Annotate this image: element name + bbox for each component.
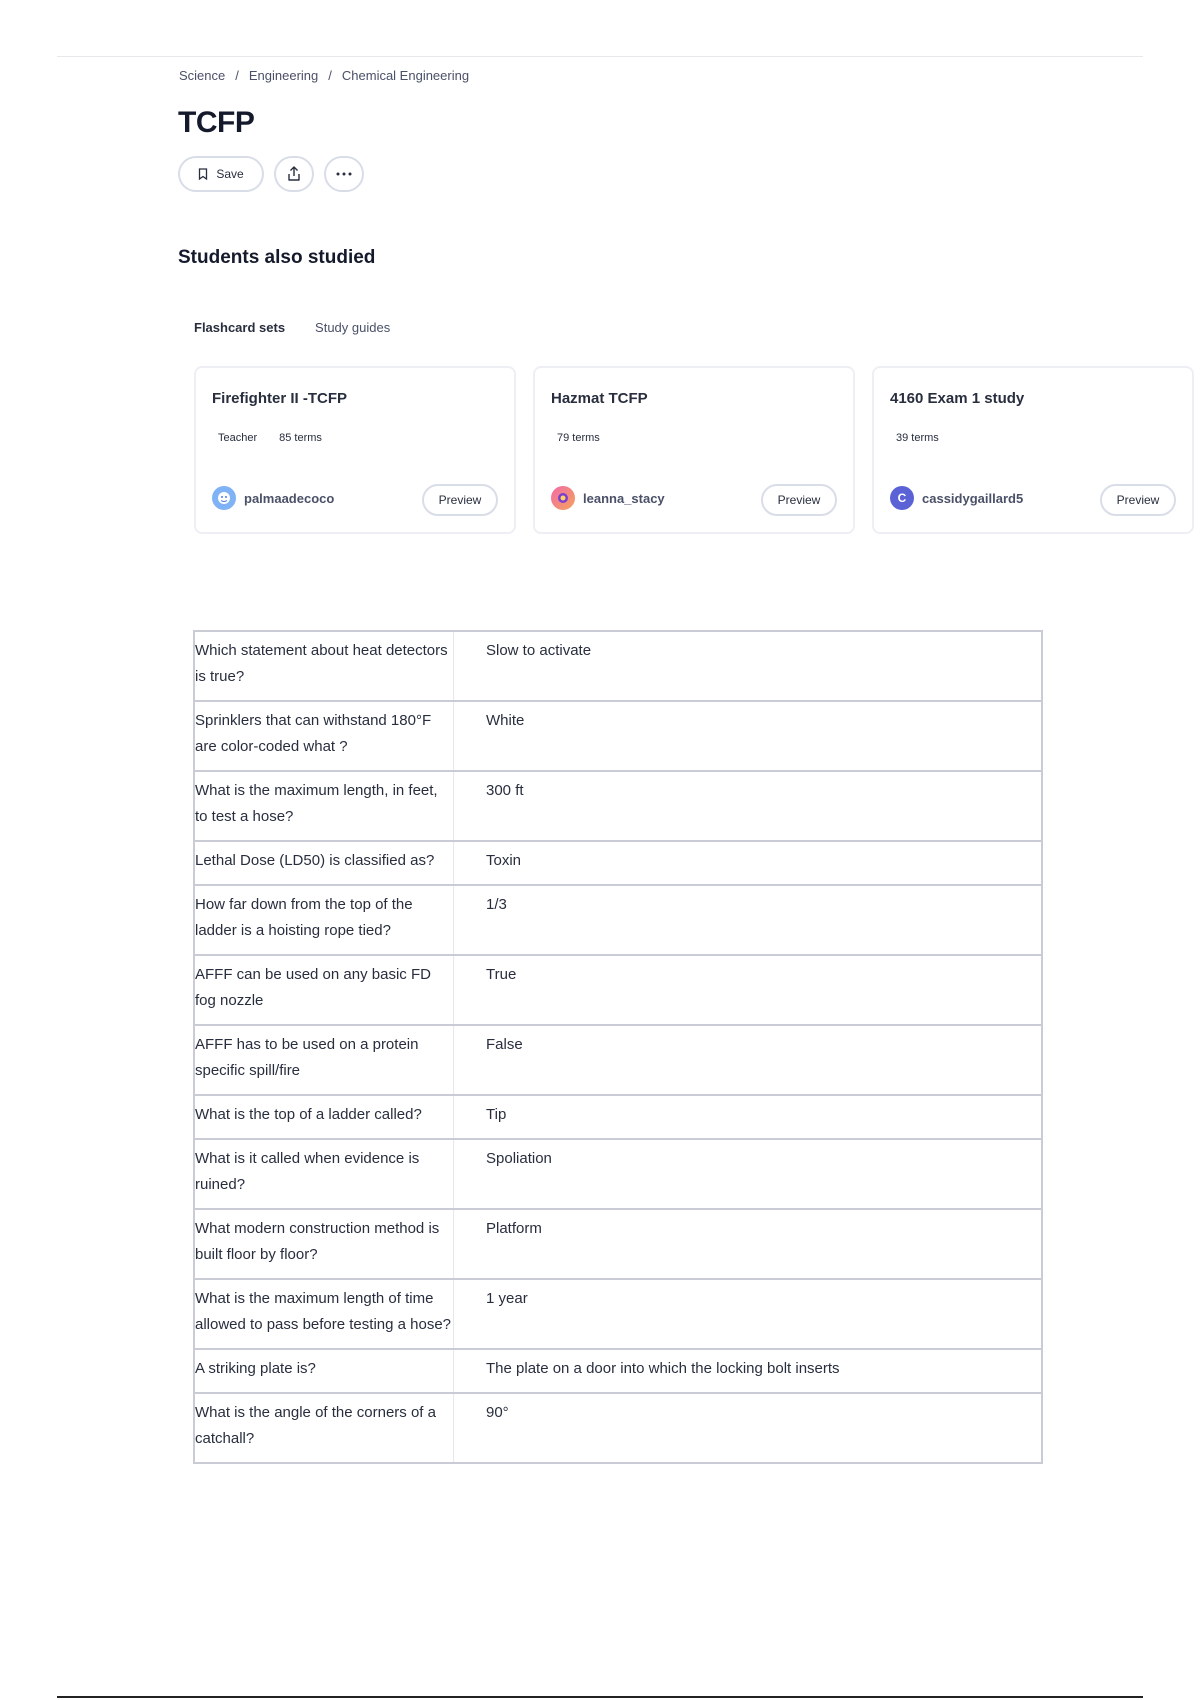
tab-flashcard-sets[interactable]: Flashcard sets	[194, 320, 286, 335]
breadcrumb-item-science[interactable]: Science	[179, 68, 226, 83]
tab-study-guides[interactable]: Study guides	[315, 320, 391, 335]
card-title: Firefighter II -TCFP	[212, 390, 347, 407]
author-username: cassidygaillard5	[922, 490, 1024, 506]
definition-text: 90°	[454, 1393, 1043, 1463]
term-text: What is it called when evidence is ruined?	[194, 1139, 454, 1209]
card-title: 4160 Exam 1 study	[890, 390, 1025, 407]
breadcrumb-item-chemical-engineering[interactable]: Chemical Engineering	[341, 68, 470, 83]
breadcrumb-item-engineering[interactable]: Engineering	[248, 68, 319, 83]
related-sets-carousel	[194, 366, 1160, 536]
term-text: Which statement about heat detectors is true?	[194, 631, 454, 701]
more-options-button[interactable]	[324, 156, 364, 192]
author-username: leanna_stacy	[583, 490, 665, 506]
preview-button[interactable]: Preview	[1100, 484, 1176, 516]
teacher-badge: Teacher	[218, 432, 258, 444]
table-row	[194, 1025, 1042, 1095]
related-set-card[interactable]	[533, 366, 855, 534]
definition-text: False	[454, 1025, 1043, 1095]
table-row	[194, 1349, 1042, 1393]
table-row	[194, 1393, 1042, 1463]
avatar	[212, 486, 236, 510]
definition-text: Platform	[454, 1209, 1043, 1279]
term-text: AFFF has to be used on a protein specific spill/fire	[194, 1025, 454, 1095]
table-row	[194, 631, 1042, 701]
set-actions	[178, 156, 364, 192]
save-button-label: Save	[216, 167, 244, 181]
card-author[interactable]	[212, 486, 334, 510]
term-count: 39 terms	[896, 432, 939, 444]
bottom-divider	[57, 1696, 1143, 1698]
definition-text: The plate on a door into which the locking bolt inserts	[454, 1349, 1043, 1393]
definition-text: Toxin	[454, 841, 1043, 885]
card-meta	[218, 432, 322, 444]
table-row	[194, 885, 1042, 955]
table-row	[194, 955, 1042, 1025]
breadcrumb-separator: /	[328, 68, 332, 83]
definition-text: Tip	[454, 1095, 1043, 1139]
avatar	[551, 486, 575, 510]
table-row	[194, 1279, 1042, 1349]
definition-text: 300 ft	[454, 771, 1043, 841]
definition-text: True	[454, 955, 1043, 1025]
more-icon	[335, 171, 353, 177]
table-row	[194, 701, 1042, 771]
table-row	[194, 1209, 1042, 1279]
term-text: What is the maximum length, in feet, to test a hose?	[194, 771, 454, 841]
table-row	[194, 1095, 1042, 1139]
term-text: AFFF can be used on any basic FD fog nozzle	[194, 955, 454, 1025]
page-title: TCFP	[178, 106, 255, 139]
definition-text: 1 year	[454, 1279, 1043, 1349]
related-set-card[interactable]	[872, 366, 1194, 534]
term-text: What is the top of a ladder called?	[194, 1095, 454, 1139]
definition-text: Slow to activate	[454, 631, 1043, 701]
term-text: What modern construction method is built floor by floor?	[194, 1209, 454, 1279]
card-meta	[896, 432, 939, 444]
related-tabs	[194, 320, 390, 335]
top-divider	[57, 56, 1143, 57]
term-text: A striking plate is?	[194, 1349, 454, 1393]
share-icon	[285, 165, 303, 183]
table-row	[194, 1139, 1042, 1209]
preview-button[interactable]: Preview	[422, 484, 498, 516]
breadcrumb-separator: /	[235, 68, 239, 83]
avatar: C	[890, 486, 914, 510]
card-meta	[557, 432, 600, 444]
bookmark-icon	[198, 168, 208, 180]
related-set-card[interactable]	[194, 366, 516, 534]
card-author[interactable]	[890, 486, 1023, 510]
definition-text: Spoliation	[454, 1139, 1043, 1209]
card-author[interactable]	[551, 486, 665, 510]
definition-text: White	[454, 701, 1043, 771]
term-text: Sprinklers that can withstand 180°F are color-coded what ?	[194, 701, 454, 771]
terms-table	[193, 630, 1043, 1464]
table-row	[194, 841, 1042, 885]
term-text: How far down from the top of the ladder is a hoisting rope tied?	[194, 885, 454, 955]
term-count: 85 terms	[279, 432, 322, 444]
term-text: What is the angle of the corners of a catchall?	[194, 1393, 454, 1463]
breadcrumb	[179, 68, 469, 83]
author-username: palmaadecoco	[244, 490, 335, 506]
students-also-studied-heading: Students also studied	[178, 247, 376, 268]
card-title: Hazmat TCFP	[551, 390, 648, 407]
share-button[interactable]	[274, 156, 314, 192]
definition-text: 1/3	[454, 885, 1043, 955]
preview-button[interactable]: Preview	[761, 484, 837, 516]
save-button[interactable]	[178, 156, 264, 192]
table-row	[194, 771, 1042, 841]
term-text: What is the maximum length of time allowed to pass before testing a hose?	[194, 1279, 454, 1349]
term-count: 79 terms	[557, 432, 600, 444]
term-text: Lethal Dose (LD50) is classified as?	[194, 841, 454, 885]
